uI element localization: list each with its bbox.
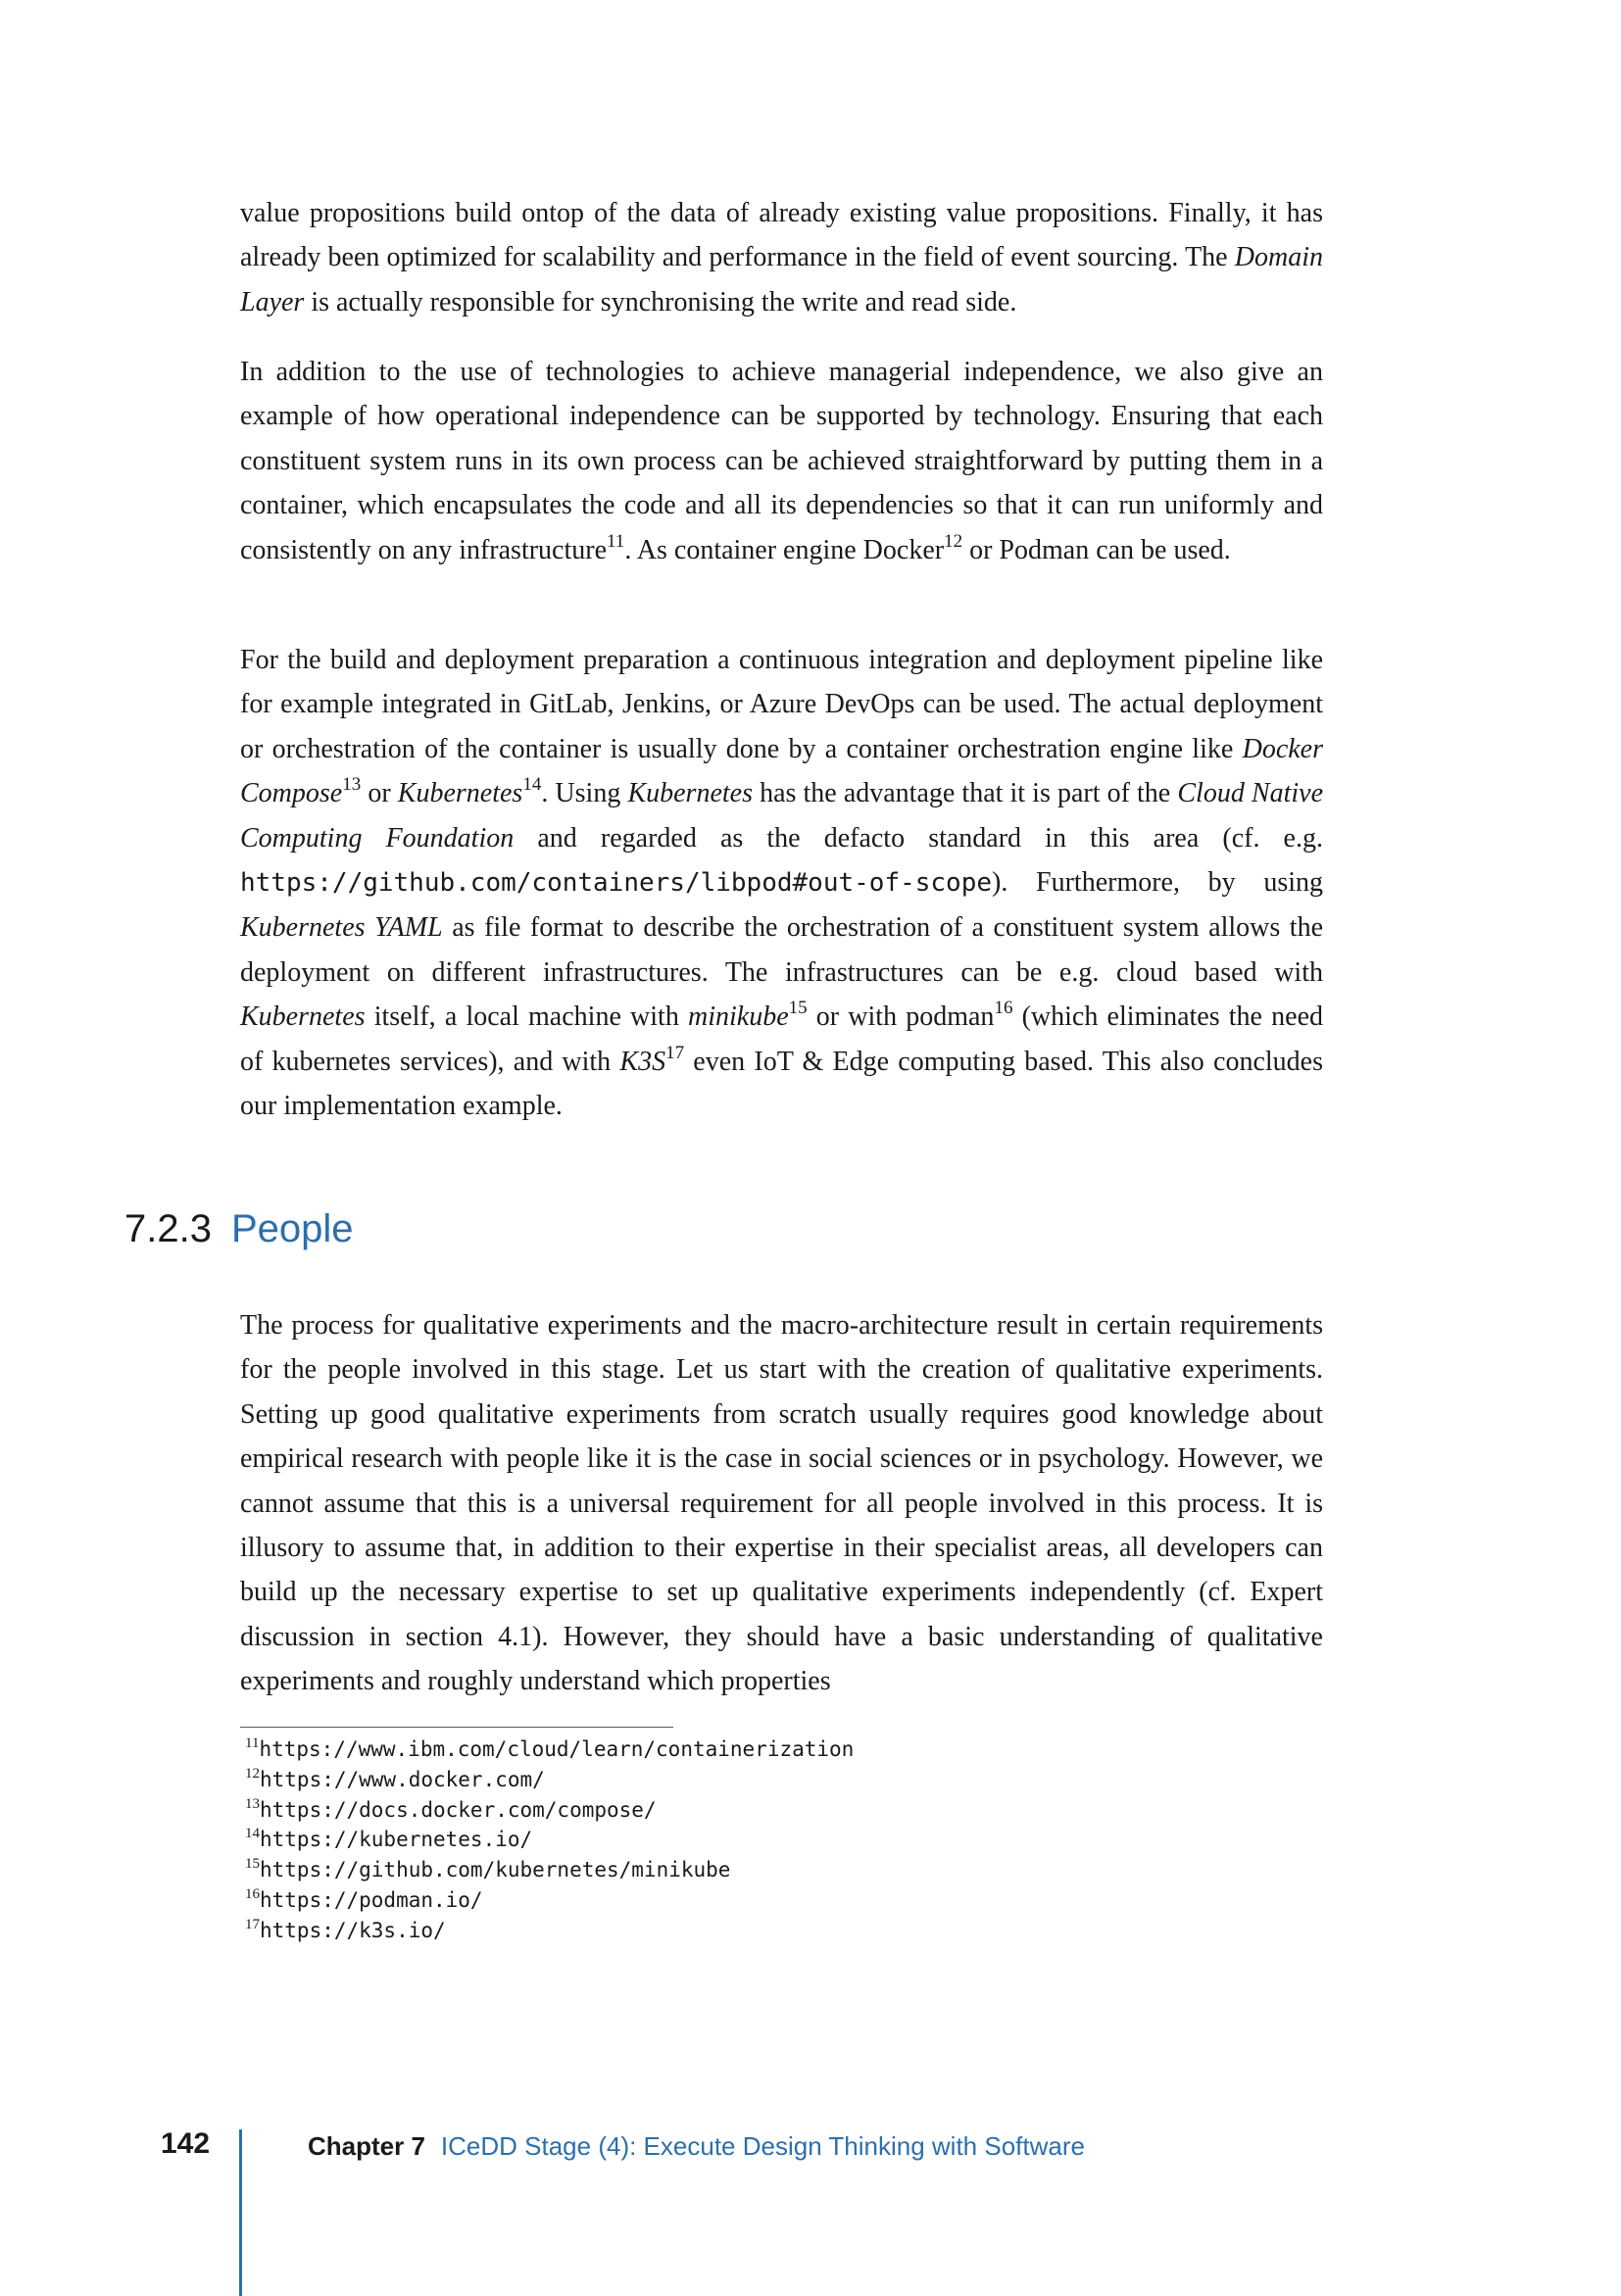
libpod-url[interactable]: https://github.com/containers/libpod#out-of-scope xyxy=(240,868,993,899)
footnote-ref-12[interactable]: 12 xyxy=(944,530,963,552)
footnote: $^{15}$https://github.com/kubernetes/minikube xyxy=(245,1856,731,1882)
paragraph-deployment-pipeline: For the build and deployment preparation a continuous integration and deployment pipeline like for example integrated in GitLab, Jenkins, or Azure DevOps can be used. The actual deployment or orchestration of the container is usually done by a container orchestration engine like Docker Compose$^{13}$ or Kubernetes$^{14}$. Using Kubernetes has the advantage that it is part of the Cloud Native Computing Foundation and regarded as the defacto standard in this area (cf. e.g. https://github.com/containers/libpod#out-of-scope). Furthermore, by using Kubernetes YAML as file format to describe the orchestration of a constituent system allows the deployment on different infrastructures. The infrastructures can be e.g. cloud based with Kubernetes itself, a local machine with minikube$^{15}$ or with podman$^{16}$ (which eliminates the need of kubernetes services), and with $K3S^{17}$ even IoT & Edge computing based. This also concludes our implementation example. xyxy=(240,645,1324,1122)
footer-accent-bar xyxy=(239,2129,242,2296)
paragraph-people: The process for qualitative experiments and the macro-architecture result in certain requirements for the people involved in this stage. Let us start with the creation of qualitative experiments. Setting up good qualitative experiments from scratch usually requires good knowledge about empirical research with people like it is the case in social sciences or in psychology. However, we cannot assume that this is a universal requirement for all people involved in this process. It is illusory to assume that, in addition to their expertise in their specialist areas, all developers can build up the necessary expertise to set up qualitative experiments independently (cf. Expert discussion in section 4.1). However, they should have a basic understanding of qualitative experiments and roughly understand which properties xyxy=(240,1310,1323,1697)
footnote: $^{17}$https://k3s.io/ xyxy=(245,1916,446,1942)
footnote-ref-17[interactable]: 17 xyxy=(665,1042,685,1063)
paragraph-domain-layer: value propositions build ontop of the data of already existing value propositions. Finally, it has already been optimized for scalability and performance in the field of event sourcing. The Domain Layer is actually responsible for synchronising the write and read side. xyxy=(240,198,1323,318)
footnote-link[interactable]: https://github.com/kubernetes/minikube xyxy=(260,1858,731,1882)
section-heading xyxy=(124,1205,354,1252)
footnote-link[interactable]: https://www.ibm.com/cloud/learn/containerization xyxy=(259,1737,855,1761)
footnote-link[interactable]: https://www.docker.com/ xyxy=(260,1767,545,1791)
footnote-ref-13[interactable]: 13 xyxy=(342,774,362,796)
footnote: $^{12}$https://www.docker.com/ xyxy=(245,1765,545,1791)
footnote-ref-16[interactable]: 16 xyxy=(994,998,1013,1019)
section-number: 7.2.3 xyxy=(124,1207,212,1250)
running-footer xyxy=(308,2131,1085,2162)
footnote-link[interactable]: https://docs.docker.com/compose/ xyxy=(260,1797,657,1822)
footnote-ref-14[interactable]: 14 xyxy=(522,774,542,796)
footnote-link[interactable]: https://podman.io/ xyxy=(260,1887,483,1912)
footnote-ref-11[interactable]: 11 xyxy=(607,530,625,552)
footnote-divider xyxy=(240,1727,673,1728)
footnote: $^{11}$https://www.ibm.com/cloud/learn/containerization xyxy=(245,1735,855,1761)
chapter-title[interactable]: ICeDD Stage (4): Execute Design Thinking with Software xyxy=(440,2131,1085,2161)
footnote-ref-15[interactable]: 15 xyxy=(788,998,808,1019)
section-title: People xyxy=(230,1207,354,1250)
page-number: 142 xyxy=(161,2127,211,2160)
footnote-link[interactable]: https://k3s.io/ xyxy=(260,1918,446,1942)
chapter-label: Chapter 7 xyxy=(308,2131,425,2161)
footnote: $^{14}$https://kubernetes.io/ xyxy=(245,1826,533,1852)
footnote: $^{16}$https://podman.io/ xyxy=(245,1885,483,1912)
footnote-link[interactable]: https://kubernetes.io/ xyxy=(260,1828,533,1852)
footnotes xyxy=(245,1734,854,1946)
footnote: $^{13}$https://docs.docker.com/compose/ xyxy=(245,1795,657,1822)
paragraph-operational-independence: In addition to the use of technologies to achieve managerial independence, we also give an example of how operational independence can be supported by technology. Ensuring that each constituent system runs in its own process can be achieved straightforward by putting them in a container, which encapsulates the code and all its dependencies so that it can run uniformly and consistently on any infrastructure$^{11}$. As container engine Docker$^{12}$ or Podman can be used. xyxy=(240,357,1323,565)
